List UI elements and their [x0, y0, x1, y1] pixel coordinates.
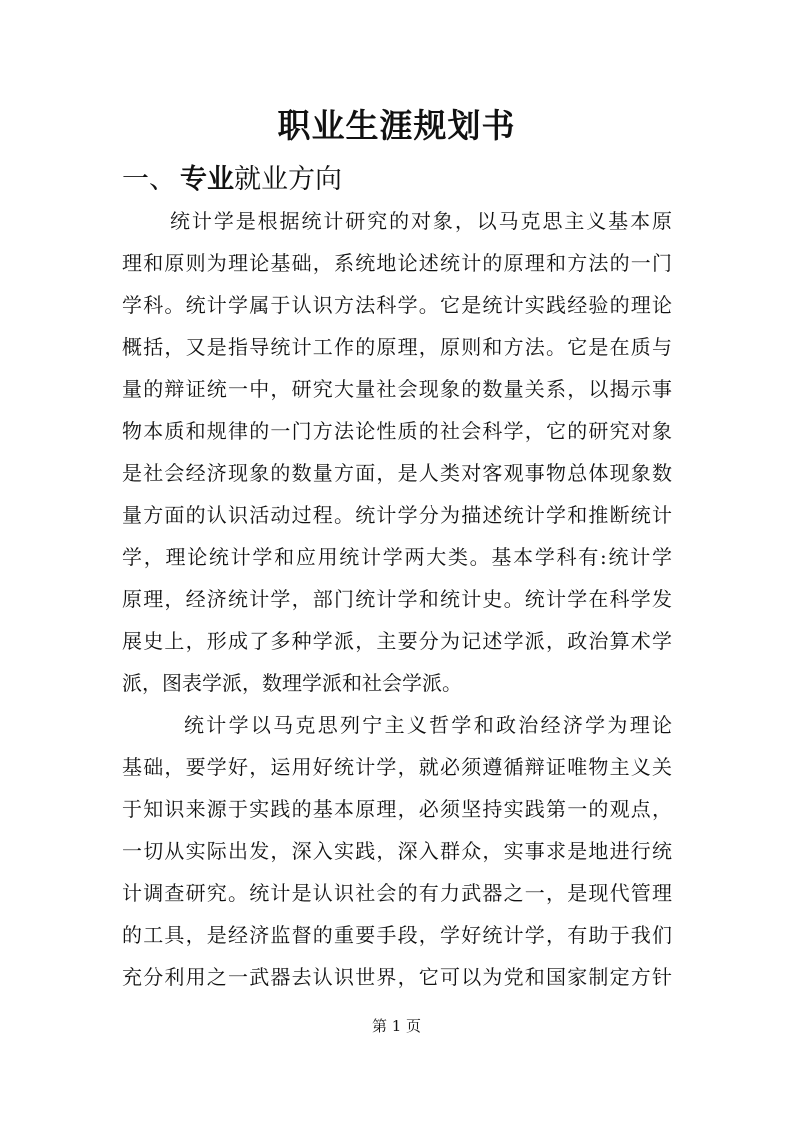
text-line: 计调查研究。统计是认识社会的有力武器之一，是现代管理	[122, 881, 672, 905]
text-line: 量的辩证统一中，研究大量社会现象的数量关系，以揭示事	[122, 377, 672, 401]
text-line: 的工具，是经济监督的重要手段，学好统计学，有助于我们	[122, 923, 672, 947]
text-line: 理和原则为理论基础，系统地论述统计的原理和方法的一门	[122, 251, 672, 275]
text-line: 量方面的认识活动过程。统计学分为描述统计学和推断统计	[122, 503, 672, 527]
body-text	[122, 200, 672, 998]
text-line: 一切从实际出发，深入实践，深入群众，实事求是地进行统	[122, 839, 672, 863]
text-line: 是社会经济现象的数量方面，是人类对客观事物总体现象数	[122, 461, 672, 485]
text-line: 统计学以马克思列宁主义哲学和政治经济学为理论	[184, 713, 672, 737]
text-line: 于知识来源于实践的基本原理，必须坚持实践第一的观点，	[122, 797, 672, 821]
text-line: 统计学是根据统计研究的对象，以马克思主义基本原	[170, 209, 672, 233]
text-line: 概括，又是指导统计工作的原理，原则和方法。它是在质与	[122, 335, 672, 359]
document-title: 职业生涯规划书	[277, 106, 516, 145]
text-line: 物本质和规律的一门方法论性质的社会科学，它的研究对象	[122, 419, 672, 443]
text-line: 基础，要学好，运用好统计学，就必须遵循辩证唯物主义关	[122, 755, 672, 779]
text-line: 学科。统计学属于认识方法科学。它是统计实践经验的理论	[122, 293, 672, 317]
section-heading-rest: 就业方向	[234, 164, 342, 195]
section-heading-bold: 专业	[180, 164, 234, 195]
section-heading	[122, 160, 682, 200]
paragraph-2	[122, 704, 672, 998]
section-number: 一、	[122, 164, 176, 195]
text-line: 派，图表学派，数理学派和社会学派。	[122, 671, 462, 695]
page-footer: 第 1 页	[371, 1017, 422, 1035]
text-line: 原理，经济统计学，部门统计学和统计史。统计学在科学发	[122, 587, 672, 611]
text-line: 充分利用之一武器去认识世界，它可以为党和国家制定方针	[122, 965, 672, 989]
text-line: 学，理论统计学和应用统计学两大类。基本学科有:统计学	[122, 545, 672, 569]
text-line: 展史上，形成了多种学派，主要分为记述学派，政治算术学	[122, 629, 672, 653]
paragraph-1	[122, 200, 672, 704]
